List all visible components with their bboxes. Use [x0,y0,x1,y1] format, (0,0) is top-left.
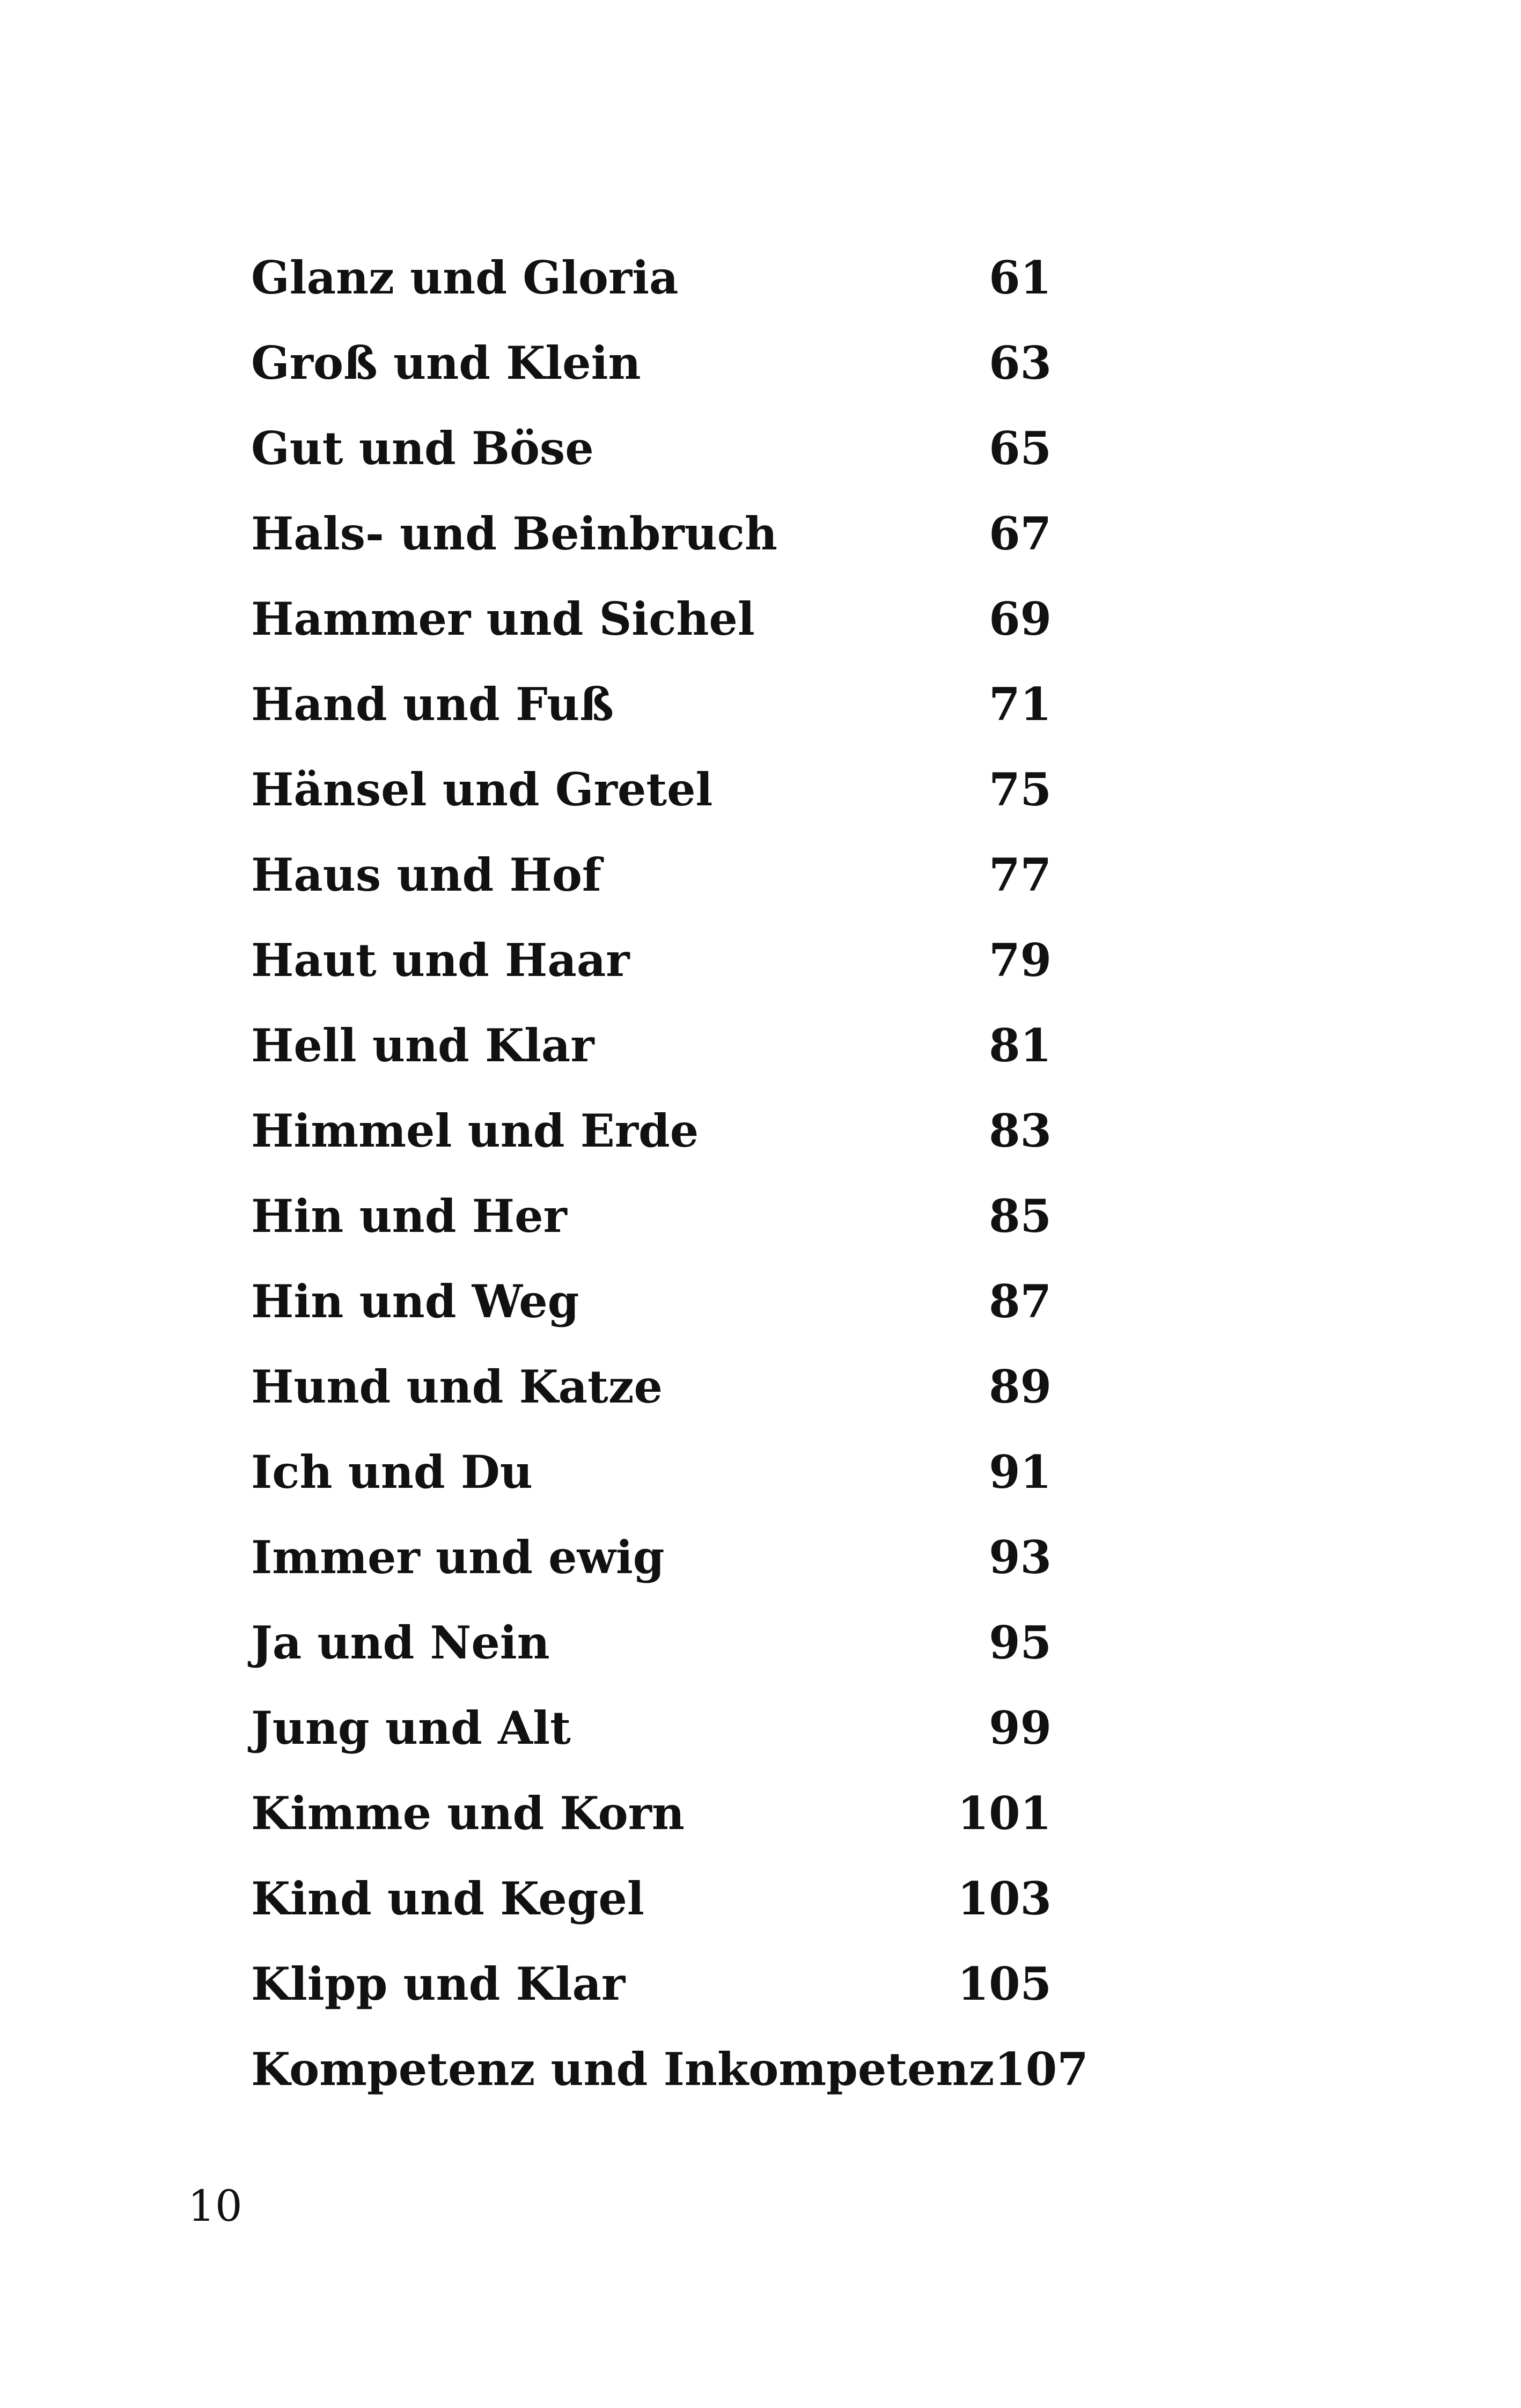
toc-entry-page: 91 [989,1445,1052,1499]
toc-entry [251,1088,1052,1173]
toc-entry-title: Hell und Klar [251,1019,594,1072]
table-of-contents [251,235,1089,2112]
toc-entry-page: 81 [989,1019,1052,1072]
toc-entry-page: 83 [989,1104,1052,1157]
toc-entry-title: Ich und Du [251,1445,533,1499]
toc-entry-title: Hund und Katze [251,1360,663,1413]
toc-entry [251,1173,1052,1259]
toc-entry-title: Kind und Kegel [251,1872,644,1925]
toc-entry-title: Haut und Haar [251,934,630,987]
toc-entry [251,320,1052,406]
toc-entry-page: 89 [989,1360,1052,1413]
toc-entry-title: Ja und Nein [251,1616,550,1669]
toc-entry [251,1856,1052,1941]
toc-entry-title: Glanz und Gloria [251,251,679,304]
toc-entry-title: Hänsel und Gretel [251,763,713,816]
toc-entry-page: 61 [989,251,1052,304]
toc-entry-page: 85 [989,1190,1052,1243]
toc-entry [251,235,1052,320]
toc-entry [251,747,1052,832]
toc-entry-title: Hals- und Beinbruch [251,507,777,560]
toc-entry [251,1344,1052,1429]
toc-entry-title: Kompetenz und Inkompetenz [251,2043,995,2096]
toc-entry-title: Hin und Her [251,1190,567,1243]
toc-entry-page: 99 [989,1701,1052,1754]
toc-entry-title: Hand und Fuß [251,678,614,731]
toc-entry [251,832,1052,917]
toc-entry-title: Hammer und Sichel [251,592,755,645]
toc-entry-title: Kimme und Korn [251,1787,685,1840]
page-number: 10 [188,2181,243,2231]
toc-entry-page: 107 [994,2043,1089,2096]
toc-entry [251,576,1052,662]
toc-entry-title: Haus und Hof [251,848,602,901]
toc-entry-title: Gut und Böse [251,422,594,475]
toc-entry-page: 63 [989,336,1052,390]
toc-entry [251,1685,1052,1771]
toc-entry [251,491,1052,576]
toc-entry-page: 87 [989,1275,1052,1328]
toc-entry-page: 75 [989,763,1052,816]
toc-entry-page: 101 [957,1787,1052,1840]
toc-entry-page: 77 [989,848,1052,901]
toc-entry-page: 105 [957,1957,1052,2010]
toc-entry-title: Immer und ewig [251,1531,665,1584]
toc-entry [251,1515,1052,1600]
toc-entry [251,917,1052,1003]
toc-entry-page: 93 [989,1531,1052,1584]
toc-entry-page: 65 [989,422,1052,475]
toc-entry-page: 69 [989,592,1052,645]
toc-entry [251,406,1052,491]
toc-entry [251,1941,1052,2027]
toc-entry-page: 67 [989,507,1052,560]
toc-entry-page: 71 [989,678,1052,731]
toc-entry [251,1771,1052,1856]
toc-entry [251,1259,1052,1344]
toc-entry-title: Jung und Alt [251,1701,571,1754]
toc-entry-page: 103 [957,1872,1052,1925]
toc-entry [251,1003,1052,1088]
toc-entry-title: Himmel und Erde [251,1104,699,1157]
toc-entry [251,2027,1089,2112]
toc-entry [251,1429,1052,1515]
toc-entry-title: Klipp und Klar [251,1957,626,2010]
toc-entry-page: 79 [989,934,1052,987]
toc-entry-title: Hin und Weg [251,1275,579,1328]
toc-entry-title: Groß und Klein [251,336,641,390]
toc-entry [251,1600,1052,1685]
toc-entry [251,662,1052,747]
toc-entry-page: 95 [989,1616,1052,1669]
